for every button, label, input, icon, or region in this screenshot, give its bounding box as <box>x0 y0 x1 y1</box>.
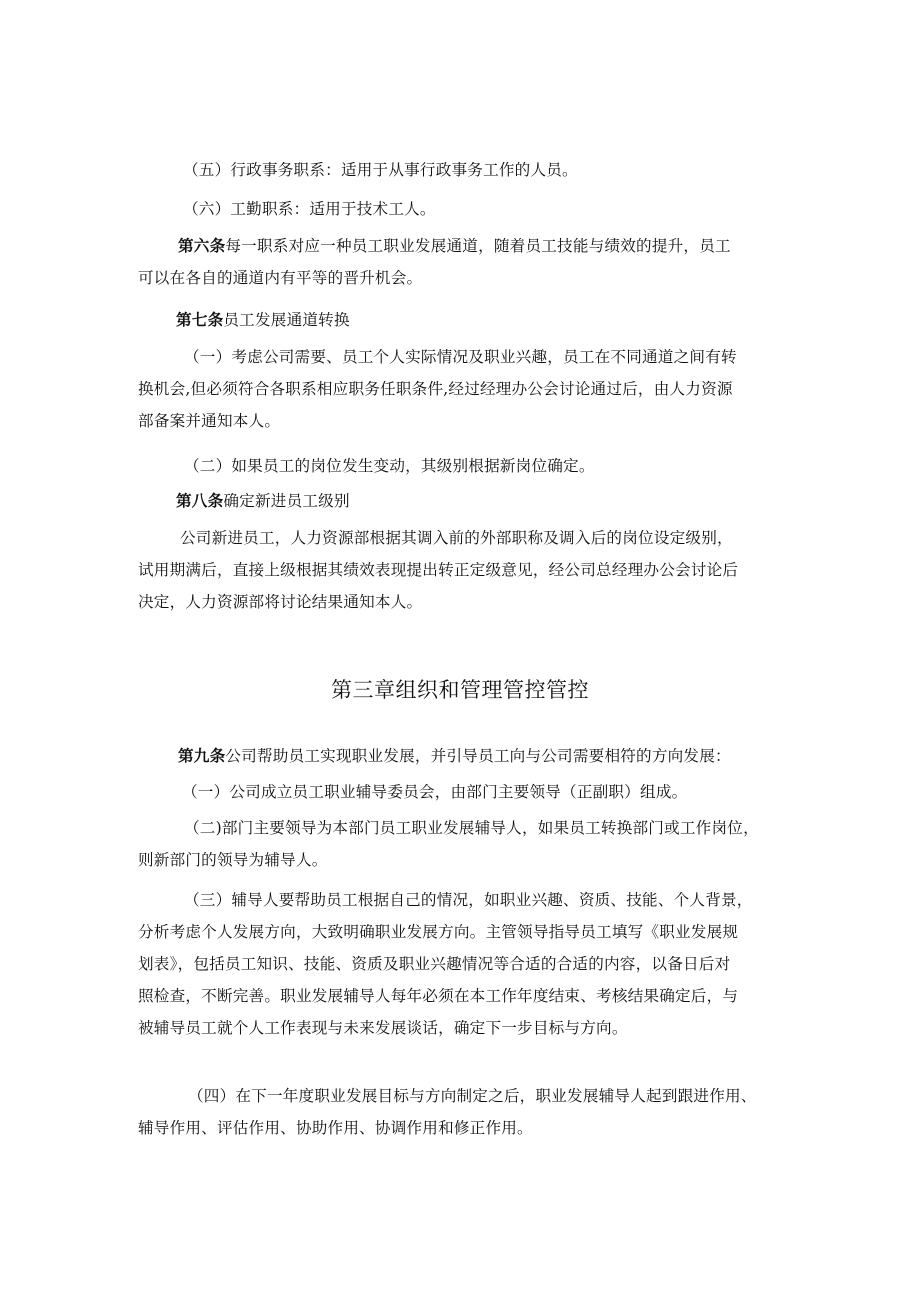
text-line <box>138 485 790 517</box>
text-line: （四）在下一年度职业发展目标与方向制定之后，职业发展辅导人起到跟进作用、 <box>188 1087 757 1105</box>
paragraph-article-7 <box>138 304 790 336</box>
article-label: 第六条 <box>178 236 226 255</box>
article-label: 第七条 <box>176 310 224 329</box>
text-line: 换机会,但必须符合各职系相应职务任职条件,经过经理办公会讨论通过后，由人力资源 <box>138 380 733 398</box>
paragraph-mentor-duties <box>138 884 790 1044</box>
paragraph-follow-up <box>138 1080 790 1144</box>
article-label: 第八条 <box>176 491 224 510</box>
text-line: （一）考虑公司需要、员工个人实际情况及职业兴趣，员工在不同通道之间有转 <box>184 348 737 366</box>
article-text: 员工发展通道转换 <box>223 311 350 329</box>
paragraph-new-employee <box>138 522 790 618</box>
text-line: 公司新进员工，人力资源部根据其调入前的外部职称及调入后的岗位设定级别， <box>180 529 733 547</box>
article-label: 第九条 <box>178 746 226 765</box>
text-line: 则新部门的领导为辅导人。 <box>138 851 328 869</box>
text-line: 部备案并通知本人。 <box>138 412 281 430</box>
text-line: 试用期满后，直接上级根据其绩效表现提出转正定级意见，经公司总经理办公会讨论后 <box>138 561 739 579</box>
text-line: （一）公司成立员工职业辅导委员会，由部门主要领导（正副职）组成。 <box>182 783 688 801</box>
paragraph-position-change <box>138 450 790 482</box>
paragraph-article-9 <box>138 740 790 772</box>
text-line: （五）行政事务职系：适用于从事行政事务工作的人员。 <box>183 161 578 179</box>
paragraph-mentor <box>138 812 790 876</box>
text-line: （二）如果员工的岗位发生变动，其级别根据新岗位确定。 <box>184 457 595 475</box>
paragraph-committee <box>138 776 790 808</box>
text-line <box>138 304 790 336</box>
text-line: （三）辅导人要帮助员工根据自己的情况，如职业兴趣、资质、技能、个人背景， <box>184 891 753 909</box>
paragraph-article-6 <box>138 230 790 294</box>
text-line <box>138 740 790 772</box>
paragraph-channel-transfer <box>138 341 790 437</box>
text-line: 被辅导员工就个人工作表现与未来发展谈话，确定下一步目标与方向。 <box>138 1019 628 1037</box>
text-line: 决定，人力资源部将讨论结果通知本人。 <box>138 593 423 611</box>
text-line: 划表》，包括员工知识、技能、资质及职业兴趣情况等合适的合适的内容，以备日后对 <box>138 955 731 973</box>
paragraph-logistics <box>183 193 835 225</box>
text-line: （二)部门主要领导为本部门员工职业发展辅导人，如果员工转换部门或工作岗位， <box>184 819 759 837</box>
article-text: 每一职系对应一种员工职业发展通道，随着员工技能与绩效的提升，员工 <box>225 237 731 255</box>
text-line <box>138 230 790 262</box>
article-text: 公司帮助员工实现职业发展，并引导员工向与公司需要相符的方向发展： <box>225 747 731 765</box>
paragraph-admin-affairs <box>183 154 835 186</box>
chapter-heading: 第三章组织和管理管控管控 <box>331 678 589 702</box>
paragraph-article-8 <box>138 485 790 517</box>
article-text: 确定新进员工级别 <box>223 492 350 510</box>
text-line: 照检查，不断完善。职业发展辅导人每年必须在本工作年度结束、考核结果确定后，与 <box>138 987 739 1005</box>
text-line: 分析考虑个人发展方向，大致明确职业发展方向。主管领导指导员工填写《职业发展规 <box>138 923 739 941</box>
text-line: 辅导作用、评估作用、协助作用、协调作用和修正作用。 <box>138 1119 533 1137</box>
text-line: （六）工勤职系：适用于技术工人。 <box>183 200 436 218</box>
text-line: 可以在各自的通道内有平等的晋升机会。 <box>138 269 423 287</box>
